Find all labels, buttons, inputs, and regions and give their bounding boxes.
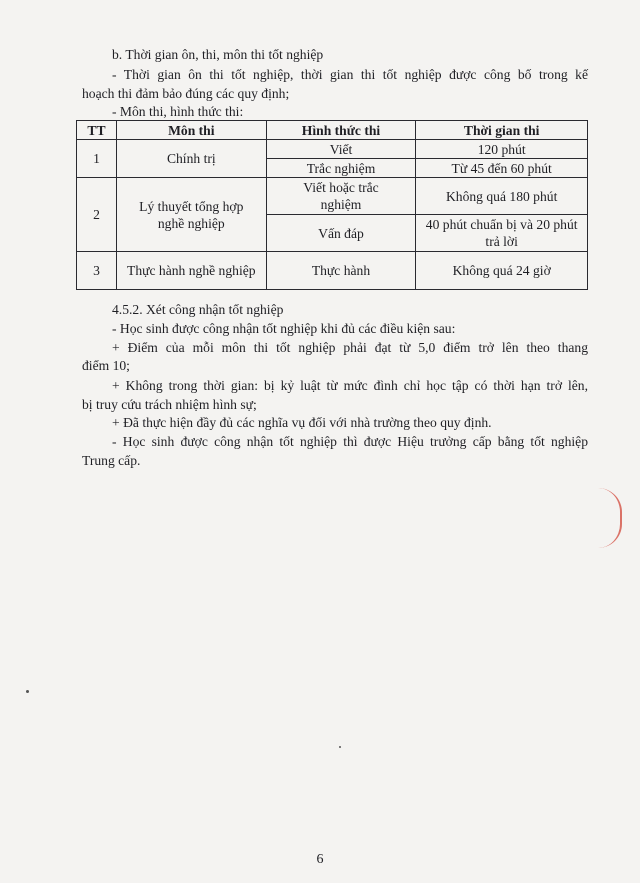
row1-form2: Trắc nghiệm (266, 159, 416, 178)
row2-tt: 2 (77, 178, 117, 252)
row2-subject-line2: nghề nghiệp (157, 215, 225, 231)
table-header-row (77, 121, 588, 140)
scan-speck (339, 746, 341, 748)
row2-time2 (416, 215, 588, 252)
row1-tt: 1 (77, 140, 117, 178)
table-row (77, 140, 588, 159)
para1-line1: - Thời gian ôn thi tốt nghiệp, thời gian thi tốt nghiệp được công bố trong kế (112, 67, 588, 82)
header-form: Hình thức thi (266, 121, 416, 140)
exam-intro: - Môn thi, hình thức thi: (112, 104, 244, 119)
page-number: 6 (316, 852, 324, 867)
subsection-heading: 4.5.2. Xét công nhận tốt nghiệp (112, 302, 284, 317)
row2-form2: Vấn đáp (266, 215, 416, 252)
row3-tt: 3 (77, 252, 117, 290)
row3-form: Thực hành (266, 252, 416, 290)
table-row (77, 178, 588, 215)
row2-time1: Không quá 180 phút (416, 178, 588, 215)
row2-subject-line1: Lý thuyết tổng hợp (139, 198, 244, 214)
row1-subject: Chính trị (116, 140, 266, 178)
section-heading: b. Thời gian ôn, thi, môn thi tốt nghiệp (112, 47, 324, 62)
header-tt: TT (77, 121, 117, 140)
row3-subject: Thực hành nghề nghiệp (116, 252, 266, 290)
row2-form1-line2: nghiệm (320, 197, 362, 212)
row1-time2: Từ 45 đến 60 phút (416, 159, 588, 178)
row2-form1 (266, 178, 416, 215)
cond2-line1: + Không trong thời gian: bị kỷ luật từ mức đình chỉ học tập có thời hạn trở lên, (112, 378, 588, 393)
cond3: + Đã thực hiện đầy đủ các nghĩa vụ đối với nhà trường theo quy định. (112, 415, 492, 430)
red-stamp-mark (598, 488, 622, 548)
row1-time1: 120 phút (416, 140, 588, 159)
row2-time2-line1: 40 phút chuẩn bị và 20 phút (425, 217, 578, 232)
cond1-line2: điểm 10; (82, 358, 130, 373)
table-row (77, 252, 588, 290)
cond2-line2: bị truy cứu trách nhiệm hình sự; (82, 397, 257, 412)
header-subject: Môn thi (116, 121, 266, 140)
final-line2: Trung cấp. (82, 453, 141, 468)
row1-form1: Viết (266, 140, 416, 159)
row2-subject (116, 178, 266, 252)
row2-time2-line2: trả lời (485, 234, 518, 249)
row2-form1-line1: Viết hoặc trắc (303, 180, 379, 195)
final-line1: - Học sinh được công nhận tốt nghiệp thì được Hiệu trưởng cấp bằng tốt nghiệp (112, 434, 588, 449)
para1-line2: hoạch thi đảm bảo đúng các quy định; (82, 86, 290, 101)
header-time: Thời gian thi (416, 121, 588, 140)
exam-table (76, 120, 588, 290)
row3-time: Không quá 24 giờ (416, 252, 588, 290)
conditions-intro: - Học sinh được công nhận tốt nghiệp khi đủ các điều kiện sau: (112, 321, 456, 336)
scan-speck (26, 690, 29, 693)
cond1-line1: + Điểm của mỗi môn thi tốt nghiệp phải đạt từ 5,0 điểm trở lên theo thang (112, 340, 588, 355)
